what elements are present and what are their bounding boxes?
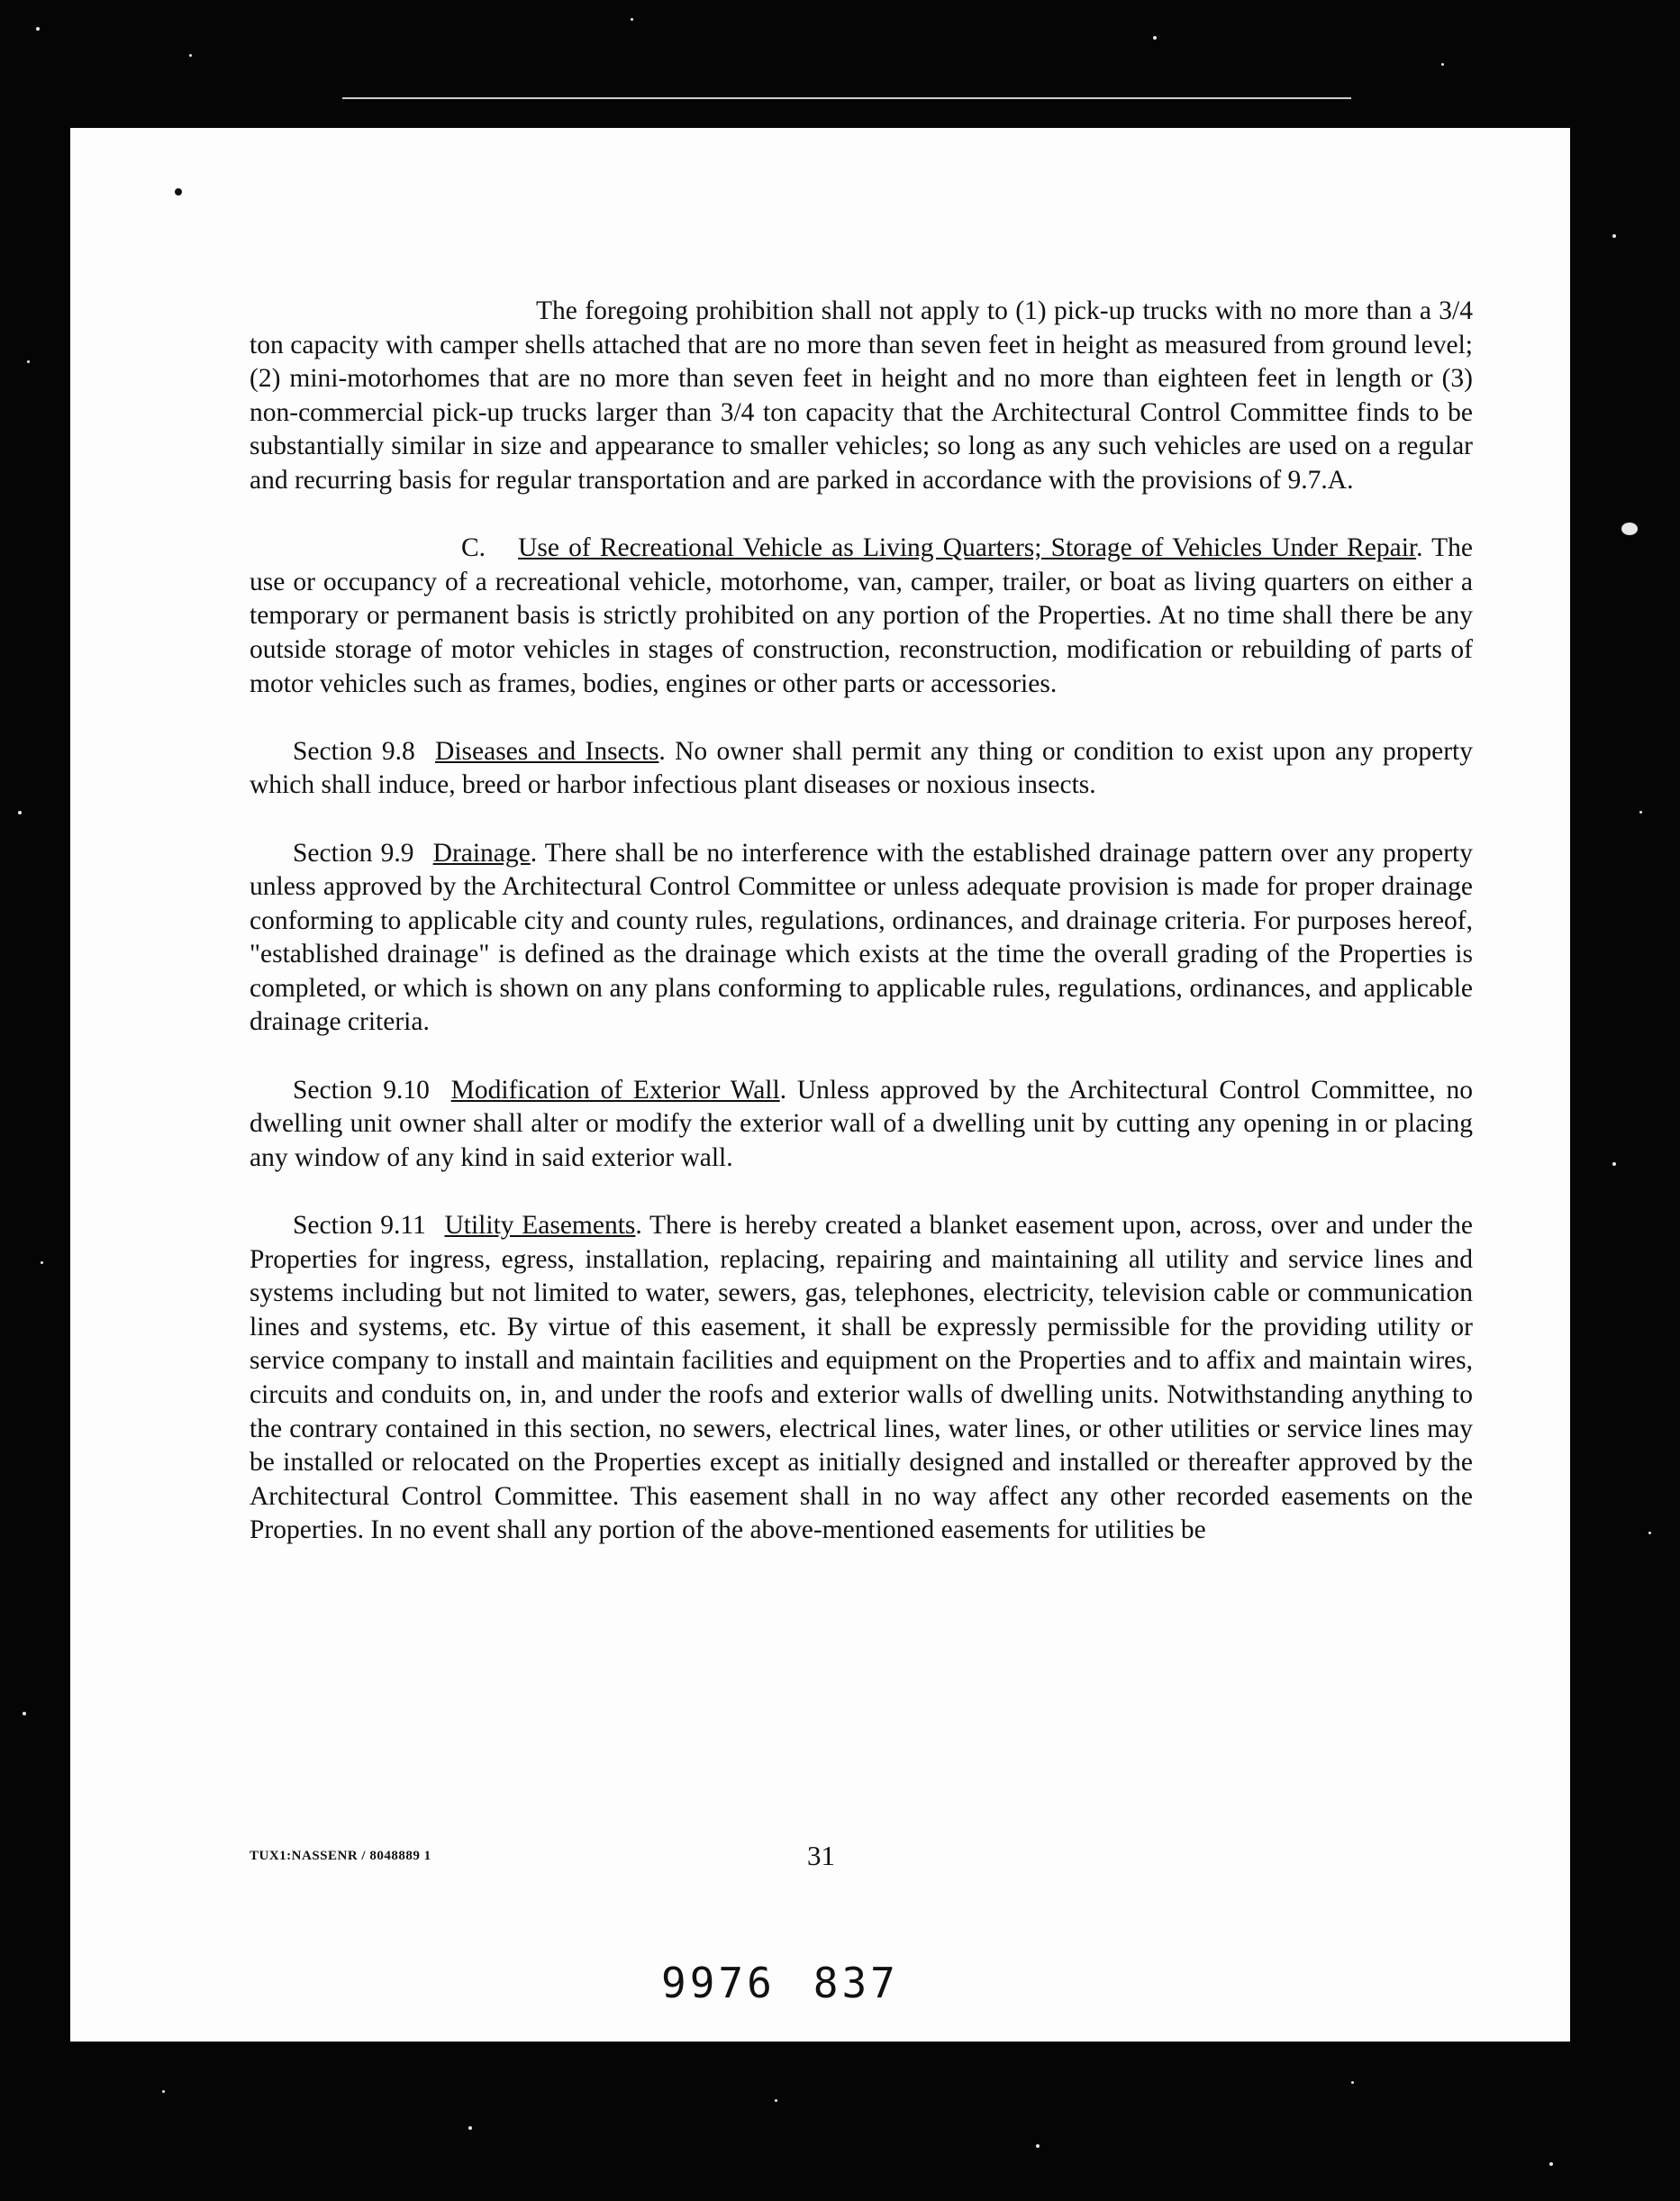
scan-speck (1549, 2162, 1553, 2166)
scan-speck (36, 27, 40, 31)
scan-speck (1621, 523, 1638, 535)
section-body: No owner shall permit any thing or condition to exist upon any property which shall induce, breed or harbor infectious plant diseases or noxious insects. (250, 736, 1473, 800)
scan-top-rule (342, 97, 1351, 99)
document-id: TUX1:NASSENR / 8048889 1 (250, 1849, 431, 1863)
scan-speck (1351, 2081, 1354, 2084)
subsection-c-letter: C. (461, 533, 486, 563)
recording-stamp (661, 1959, 899, 2007)
subsection-c-title: Use of Recreational Vehicle as Living Quarters; Storage of Vehicles Under Repair (518, 533, 1417, 563)
intro-paragraph: The foregoing prohibition shall not apply to (1) pick-up trucks with no more than a 3/4 ton capacity with camper shells attached that are no more than seven feet in height as measured from ground level; (2) mini-motorhomes that are no more than seven feet in height and no more than eighteen feet in length or (3) non-commercial pick-up trucks larger than 3/4 ton capacity that the Architectural Control Committee finds to be substantially similar in size and appearance to smaller vehicles; so long as any such vehicles are used on a regular and recurring basis for regular transportation and are parked in accordance with the provisions of 9.7.A. (250, 296, 1473, 495)
scan-speck (1036, 2144, 1040, 2148)
page-number: 31 (807, 1840, 835, 1871)
scan-speck (1441, 63, 1444, 66)
scan-speck (775, 2099, 777, 2102)
section-number: Section 9.10 (293, 1075, 430, 1105)
section-body: There is hereby created a blanket easement upon, across, over and under the Properties for ingress, egress, installation, replacing, repairing and maintaining all utility and service lines and systems including but not limited to water, sewers, gas, telephones, electricity, television cable or communication lines and systems, etc. By virtue of this easement, it shall be expressly permissible for the providing utility or service company to install and maintain facilities and equipment on the Properties and to affix and maintain wires, circuits and conduits on, in, and under the roofs and exterior walls of dwelling units. Notwithstanding anything to the contrary contained in this section, no sewers, electrical lines, water lines, or other utilities or service lines may be installed or relocated on the Properties except as initially designed and installed or thereafter approved by the Architectural Control Committee. This easement shall in no way affect any other recorded easements on the Properties. In no event shall any portion of the above-mentioned easements for utilities be (250, 1211, 1473, 1545)
stamp-page-number: 837 (813, 1959, 899, 2007)
section-title: Drainage (432, 838, 531, 868)
scan-artifact-dot (175, 188, 182, 196)
section-9-11: Section 9.11 Utility Easements. There is hereby created a blanket easement upon, across, over and under the Properties for ingress, egress, installation, replacing, repairing and maintaining all utility and service lines and systems including but not limited to water, sewers, gas, telephones, electricity, television cable or communication lines and systems, etc. By virtue of this easement, it shall be expressly permissible for the providing utility or service company to install and maintain facilities and equipment on the Properties and to affix and maintain wires, circuits and conduits on, in, and under the roofs and exterior walls of dwelling units. Notwithstanding anything to the contrary contained in this section, no sewers, electrical lines, water lines, or other utilities or service lines may be installed or relocated on the Properties except as initially designed and installed or thereafter approved by the Architectural Control Committee. This easement shall in no way affect any other recorded easements on the Properties. In no event shall any portion of the above-mentioned easements for utilities be (250, 1211, 1473, 1545)
section-title: Utility Easements (444, 1211, 636, 1241)
scan-speck (1648, 1532, 1651, 1534)
scan-speck (162, 2090, 165, 2093)
scan-speck (1612, 1162, 1616, 1166)
scan-speck (189, 54, 192, 57)
scan-speck (1639, 811, 1642, 814)
section-9-9: Section 9.9 Drainage. There shall be no interference with the established drainage pattern over any property unless approved by the Architectural Control Committee or unless adequate provision is made for proper drainage conforming to applicable city and county rules, regulations, ordinances, and drainage criteria. For purposes hereof, "established drainage" is defined as the drainage which exists at the time the overall grading of the Properties is completed, or which is shown on any plans conforming to applicable rules, regulations, ordinances, and applicable drainage criteria. (250, 838, 1473, 1037)
document-page (70, 128, 1570, 2042)
section-number: Section 9.8 (293, 736, 415, 766)
section-9-10: Section 9.10 Modification of Exterior Wall. Unless approved by the Architectural Control Committee, no dwelling unit owner shall alter or modify the exterior wall of a dwelling unit by cutting any opening in or placing any window of any kind in said exterior wall. (250, 1075, 1473, 1172)
section-9-8: Section 9.8 Diseases and Insects. No owner shall permit any thing or condition to exist upon any property which shall induce, breed or harbor infectious plant diseases or noxious insects. (250, 736, 1473, 800)
section-title: Diseases and Insects (435, 736, 659, 766)
section-body: There shall be no interference with the established drainage pattern over any property unless approved by the Architectural Control Committee or unless adequate provision is made for proper drainage conforming to applicable city and county rules, regulations, ordinances, and drainage criteria. For purposes hereof, "established drainage" is defined as the drainage which exists at the time the overall grading of the Properties is completed, or which is shown on any plans conforming to applicable rules, regulations, ordinances, and applicable drainage criteria. (250, 838, 1473, 1037)
section-number: Section 9.9 (293, 838, 414, 868)
stamp-book-number: 9976 (661, 1959, 776, 2007)
document-body (250, 295, 1473, 1582)
scan-speck (468, 2126, 472, 2130)
scan-speck (41, 1261, 43, 1264)
section-body: Unless approved by the Architectural Control Committee, no dwelling unit owner shall alter or modify the exterior wall of a dwelling unit by cutting any opening in or placing any window of any kind in said exterior wall. (250, 1075, 1473, 1172)
scan-speck (1612, 234, 1616, 238)
subsection-c: C. Use of Recreational Vehicle as Living Quarters; Storage of Vehicles Under Repair. The use or occupancy of a recreational vehicle, motorhome, van, camper, trailer, or boat as living quarters on either a temporary or permanent basis is strictly prohibited on any portion of the Properties. At no time shall there be any outside storage of motor vehicles in stages of construction, reconstruction, modification or rebuilding of parts of motor vehicles such as frames, bodies, engines or other parts or accessories. (250, 533, 1474, 698)
scan-speck (27, 360, 30, 363)
scan-speck (1153, 36, 1157, 40)
scan-speck (631, 18, 633, 21)
section-number: Section 9.11 (293, 1211, 426, 1241)
scan-speck (18, 811, 22, 814)
subsection-c-body: The use or occupancy of a recreational vehicle, motorhome, van, camper, trailer, or boat as living quarters on either a temporary or permanent basis is strictly prohibited on any portion of the Properties. At no time shall there be any outside storage of motor vehicles in stages of construction, reconstruction, modification or rebuilding of parts of motor vehicles such as frames, bodies, engines or other parts or accessories. (250, 533, 1474, 698)
section-title: Modification of Exterior Wall (450, 1075, 780, 1105)
scan-speck (23, 1712, 26, 1715)
